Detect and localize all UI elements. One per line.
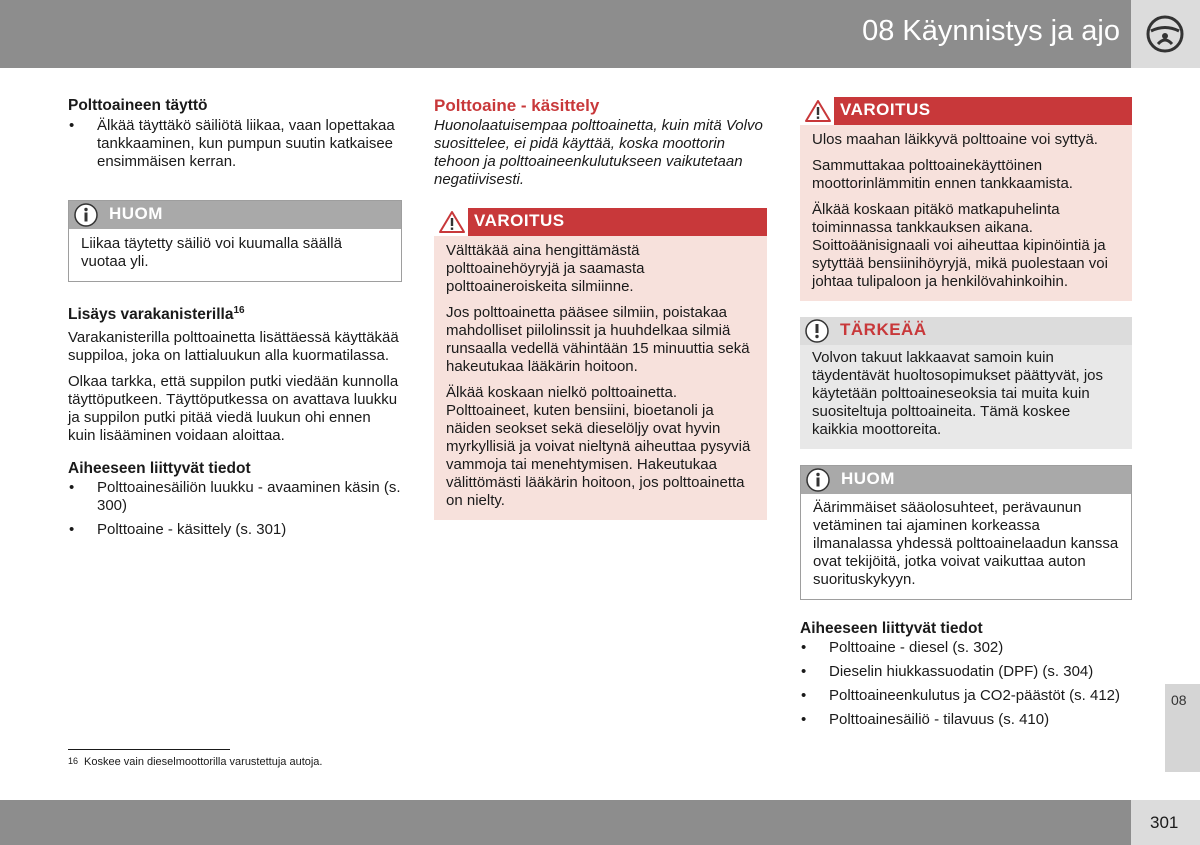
- footnote-text: Koskee vain dieselmoottorilla varustettuja autoja.: [84, 756, 323, 768]
- warning-paragraph: Ulos maahan läikkyvä polttoaine voi syttyä.: [812, 131, 1098, 148]
- important-box: [800, 317, 1132, 449]
- warning-box: [434, 208, 767, 520]
- chapter-icon-box: [1131, 0, 1200, 68]
- important-label: TÄRKEÄÄ: [840, 320, 927, 339]
- related-link[interactable]: • Dieselin hiukkassuodatin (DPF) (s. 304): [800, 663, 1132, 681]
- note-text: Liikaa täytetty säiliö voi kuumalla säällä vuotaa yli.: [81, 235, 342, 270]
- exclamation-icon: [804, 319, 830, 343]
- side-tab-label: 08: [1171, 692, 1187, 708]
- canister-paragraph-1: Varakanisterilla polttoainetta lisättäessä käyttäkää suppiloa, joka on lattialuukun alla kuormatilassa.: [68, 329, 399, 364]
- fill-bullet-list: [68, 117, 402, 171]
- note-label: HUOM: [109, 204, 163, 223]
- related-link[interactable]: • Polttoaineenkulutus ja CO2-päästöt (s. 412): [800, 687, 1132, 705]
- related-link[interactable]: • Polttoainesäiliön luukku - avaaminen käsin (s. 300): [68, 479, 402, 515]
- list-item: • Älkää täyttäkö säiliötä liikaa, vaan lopettakaa tankkaaminen, kun pumpun suutin katkaisee ensimmäisen kerran.: [68, 117, 402, 171]
- warning-header: [800, 97, 1132, 125]
- column-right: [800, 97, 1132, 729]
- handling-intro: Huonolaatuisempaa polttoainetta, kuin mitä Volvo suosittelee, ei pidä käyttää, koska moottorin tehoon ja polttoaineenkulutukseen vaikutetaan negatiivisesti.: [434, 117, 763, 188]
- column-middle: [434, 96, 767, 520]
- footnote-divider: [68, 749, 230, 750]
- warning-triangle-icon: [804, 99, 832, 123]
- warning-box: [800, 97, 1132, 301]
- chapter-side-tab[interactable]: [1165, 684, 1200, 772]
- note-header: [69, 201, 401, 229]
- info-icon: [805, 468, 831, 492]
- warning-paragraph: Älkää koskaan nielkö polttoainetta. Polttoaineet, kuten bensiini, bioetanoli ja näiden seokset sekä dieselöljy ovat hyvin myrkyllisiä ja voivat nieltynä aiheuttaa pysyviä vammoja tai menehtymisen. Hakeutukaa välittömästi lääkärin hoitoon, jos polttoainetta on nielty.: [446, 384, 751, 509]
- warning-label: VAROITUS: [474, 211, 565, 230]
- related-list: [68, 479, 402, 539]
- info-icon: [73, 203, 99, 227]
- canister-paragraph-2: Olkaa tarkka, että suppilon putki viedään kunnolla täyttöputkeen. Täyttöputkessa on avattava luukku ja suppilon putki pitää viedä luukun ohi ennen kuin lisääminen voidaan aloittaa.: [68, 373, 399, 444]
- related-link[interactable]: • Polttoaine - diesel (s. 302): [800, 639, 1132, 657]
- steering-wheel-icon: [1145, 14, 1185, 54]
- canister-heading: Lisäys varakanisterilla$^{16}$: [68, 304, 245, 323]
- important-header: [800, 317, 1132, 345]
- warning-label: VAROITUS: [840, 100, 931, 119]
- warning-header: [434, 208, 767, 236]
- related-link[interactable]: • Polttoainesäiliö - tilavuus (s. 410): [800, 711, 1132, 729]
- warning-paragraph: Jos polttoainetta pääsee silmiin, poistakaa mahdolliset piilolinssit ja huuhdelkaa silmiä runsaalla vedellä vähintään 15 minuuttia sekä hakeutukaa lääkärin hoitoon.: [446, 304, 750, 375]
- page-footer: [0, 800, 1200, 845]
- related-link[interactable]: • Polttoaine - käsittely (s. 301): [68, 521, 402, 539]
- note-box: [800, 465, 1132, 600]
- related-list: [800, 639, 1132, 729]
- chapter-title: 08 Käynnistys ja ajo: [862, 15, 1120, 47]
- footnote-number: 16: [68, 756, 79, 766]
- page-header: [0, 0, 1200, 68]
- note-label: HUOM: [841, 469, 895, 488]
- column-left: [68, 96, 402, 539]
- note-text: Äärimmäiset sääolosuhteet, perävaunun vetäminen tai ajaminen korkeassa ilmanalassa yhdessä polttoainelaadun kanssa ovat tekijöitä, jotka voivat vaikuttaa auton suorituskykyyn.: [813, 499, 1119, 588]
- note-box: [68, 200, 402, 282]
- note-header: [801, 466, 1131, 494]
- related-heading: Aiheeseen liittyvät tiedot: [68, 460, 251, 477]
- fill-heading: Polttoaineen täyttö: [68, 97, 208, 114]
- footnote-ref: 16: [233, 304, 245, 316]
- related-heading: Aiheeseen liittyvät tiedot: [800, 620, 983, 637]
- page-number: 301: [1150, 813, 1179, 832]
- important-text: Volvon takuut lakkaavat samoin kuin täydentävät huoltosopimukset päättyvät, jos käytetään polttoaineseoksia tai muita kuin suositeltuja polttoaineita. Tämä koskee kaikkia moottoreita.: [812, 349, 1104, 438]
- footnote: [68, 756, 322, 768]
- warning-triangle-icon: [438, 210, 466, 234]
- warning-paragraph: Sammuttakaa polttoainekäyttöinen moottorinlämmitin ennen tankkaamista.: [812, 157, 1073, 192]
- warning-paragraph: Älkää koskaan pitäkö matkapuhelinta toiminnassa tankkauksen aikana. Soittoäänisignaali voi aiheuttaa kipinöintiä ja sytyttää bensiinihöyryjä, mikä puolestaan voi johtaa tulipaloon ja henkilövahinkoihin.: [812, 201, 1108, 290]
- warning-paragraph: Välttäkää aina hengittämästä polttoainehöyryjä ja saamasta polttoaineroiskeita silmiinne.: [446, 242, 645, 295]
- handling-heading: Polttoaine - käsittely: [434, 96, 600, 115]
